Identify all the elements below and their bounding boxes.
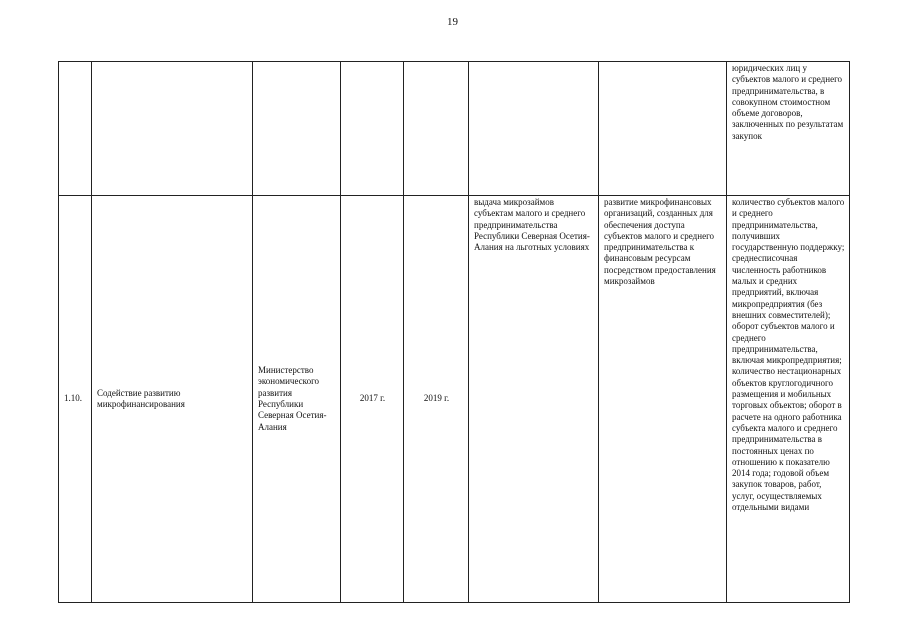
cell-targets: количество субъектов малого и среднего предпринимательства, получивших государственную поддержку; среднесписочная численность работников малых и средних предприятий, включая микропредприятия (без внешних совместителей); оборот субъектов малого и среднего предпринимательства, включая микропредприятия; количество нестационарных объектов круглогодичного размещения и мобильных торговых объектов; оборот в расчете на одного работника субъекта малого и среднего предпринимательства в постоянных ценах по отношению к показателю 2014 года; годовой объем закупок товаров, работ, услуг, осуществляемых отдельными видами	[727, 196, 850, 603]
cell-executor: Министерство экономического развития Республики Северная Осетия-Алания	[253, 196, 341, 603]
cell-end	[404, 62, 469, 196]
cell-targets: юридических лиц у субъектов малого и среднего предпринимательства, в совокупном стоимостном объеме договоров, заключенных по результатам закупок	[727, 62, 850, 196]
program-table	[58, 61, 850, 603]
cell-activity: выдача микрозаймов субъектам малого и среднего предпринимательства Республики Северная Осетия-Алания на льготных условиях	[469, 196, 599, 603]
table-row	[59, 196, 850, 603]
cell-executor	[253, 62, 341, 196]
cell-number: 1.10.	[59, 196, 92, 603]
cell-result	[599, 62, 727, 196]
page-number: 19	[447, 16, 458, 28]
cell-number	[59, 62, 92, 196]
cell-start: 2017 г.	[341, 196, 404, 603]
cell-activity	[469, 62, 599, 196]
table-row	[59, 62, 850, 196]
cell-name	[92, 62, 253, 196]
cell-result: развитие микрофинансовых организаций, созданных для обеспечения доступа субъектов малого и среднего предпринимательства к финансовым ресурсам посредством предоставления микрозаймов	[599, 196, 727, 603]
cell-start	[341, 62, 404, 196]
cell-name: Содействие развитию микрофинансирования	[92, 196, 253, 603]
cell-end: 2019 г.	[404, 196, 469, 603]
